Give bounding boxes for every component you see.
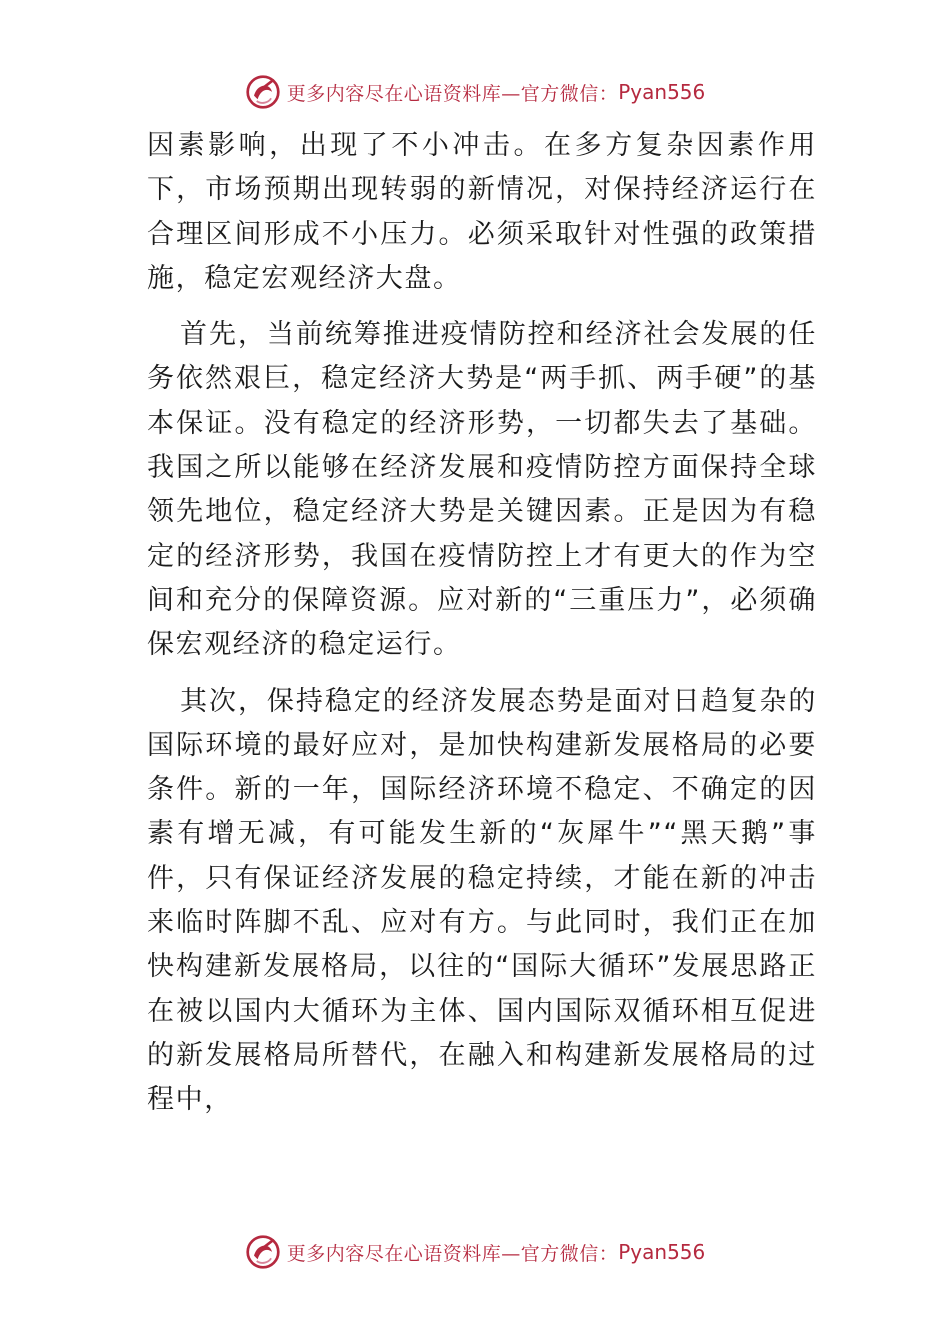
footer-banner <box>0 1230 950 1274</box>
document-body <box>147 124 817 1135</box>
header-banner-text: 更多内容尽在心语资料库—官方微信： <box>286 82 619 105</box>
header-wechat-id: Pyan556 <box>618 80 706 104</box>
heart-swirl-logo-icon <box>245 74 281 110</box>
header-banner <box>0 70 950 114</box>
paragraph-2: 首先，当前统筹推进疫情防控和经济社会发展的任务依然艰巨，稳定经济大势是“两手抓、两手硬”的基本保证。没有稳定的经济形势，一切都失去了基础。我国之所以能够在经济发展和疫情防控方面保持全球领先地位，稳定经济大势是关键因素。正是因为有稳定的经济形势，我国在疫情防控上才有更大的作为空间和充分的保障资源。应对新的“三重压力”，必须确保宏观经济的稳定运行。 <box>147 319 817 661</box>
paragraph-3: 其次，保持稳定的经济发展态势是面对日趋复杂的国际环境的最好应对，是加快构建新发展格局的必要条件。新的一年，国际经济环境不稳定、不确定的因素有增无减，有可能发生新的“灰犀牛”“黑天鹅”事件，只有保证经济发展的稳定持续，才能在新的冲击来临时阵脚不乱、应对有方。与此同时，我们正在加快构建新发展格局，以往的“国际大循环”发展思路正在被以国内大循环为主体、国内国际双循环相互促进的新发展格局所替代，在融入和构建新发展格局的过程中， <box>147 685 817 1116</box>
footer-banner-text: 更多内容尽在心语资料库—官方微信： <box>286 1242 619 1265</box>
heart-swirl-logo-icon <box>245 1234 281 1270</box>
paragraph-1: 因素影响，出现了不小冲击。在多方复杂因素作用下，市场预期出现转弱的新情况，对保持经济运行在合理区间形成不小压力。必须采取针对性强的政策措施，稳定宏观经济大盘。 <box>147 130 817 294</box>
footer-wechat-id: Pyan556 <box>618 1240 706 1264</box>
